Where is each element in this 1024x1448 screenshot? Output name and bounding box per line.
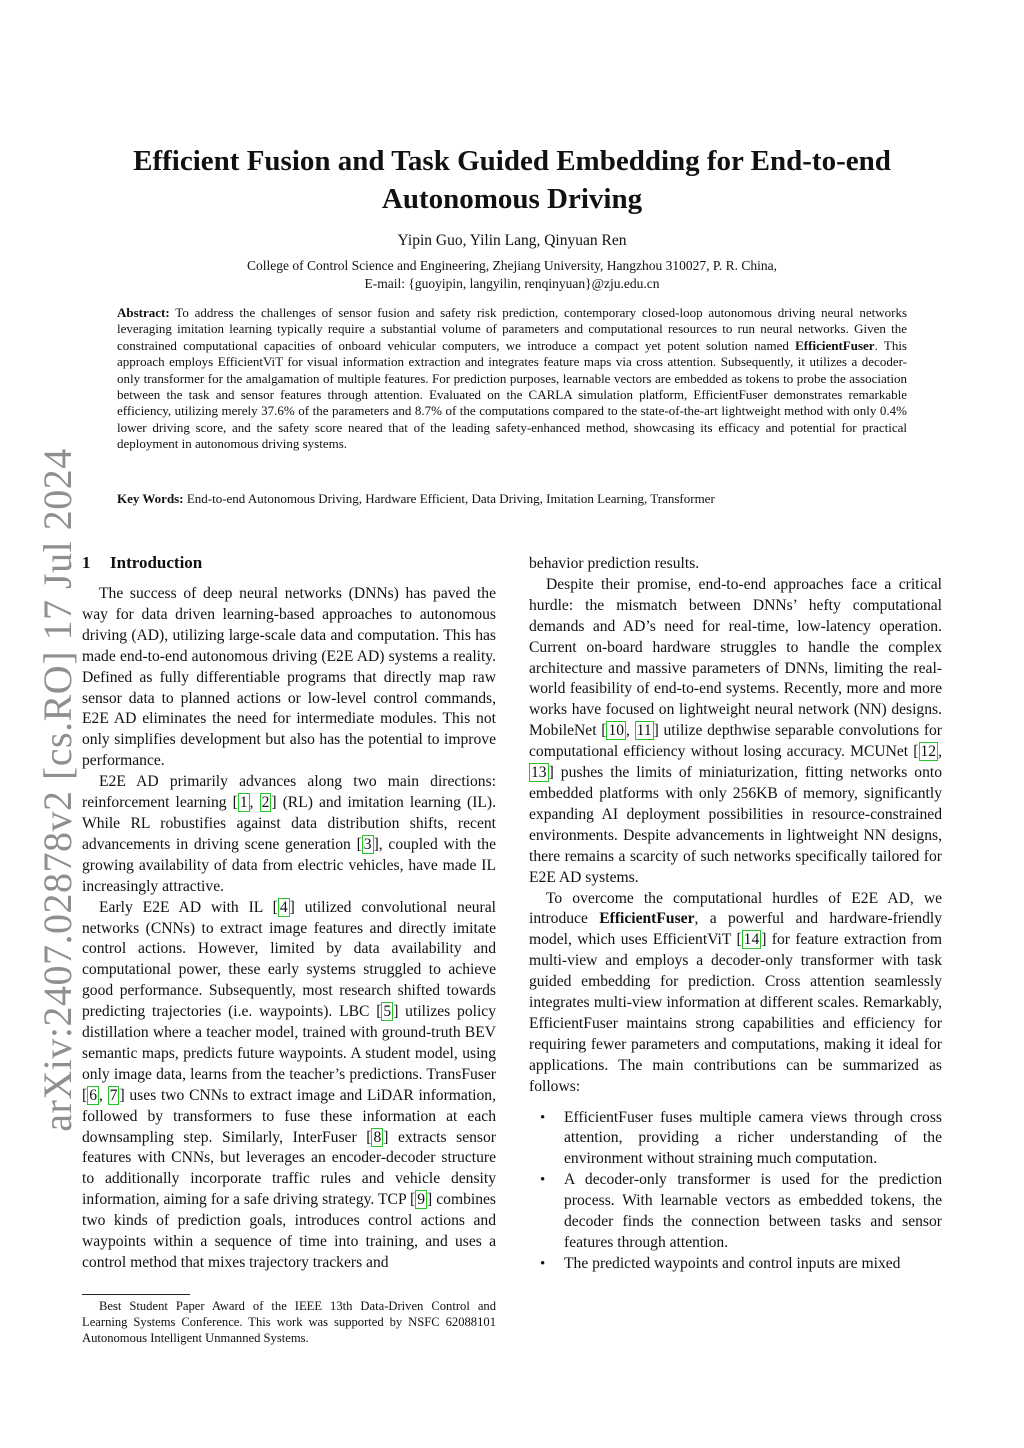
authors: Yipin Guo, Yilin Lang, Qinyuan Ren bbox=[397, 232, 627, 249]
abstract-text-1: To address the challenges of sensor fusion and safety risk prediction, contemporary closed-loop autonomous driving neural networks leveraging imitation learning typically require a substantial volume of parameters and computational resources to run neural networks. Given the constrained computational capacities of onboard vehicular computers, we introduce a compact yet potent solution named bbox=[117, 305, 908, 353]
list-item: • EfficientFuser fuses multiple camera views through cross attention, providing a richer understanding of the environment without straining much computation. bbox=[564, 1108, 942, 1171]
arxiv-stamp: arXiv:2407.02878v2 [cs.RO] 17 Jul 2024 bbox=[35, 448, 80, 1132]
citation-link[interactable]: 9 bbox=[417, 1191, 426, 1209]
footnote-text: Best Student Paper Award of the IEEE 13th Data-Driven Control and Learning Systems Conference. This work was supported by NSFC 62088101 Autonomous Intelligent Unmanned Systems. bbox=[82, 1299, 496, 1345]
footnote-rule bbox=[82, 1294, 190, 1295]
citation-link[interactable]: 7 bbox=[109, 1086, 118, 1104]
contributions-list bbox=[529, 1108, 942, 1275]
citation-link[interactable]: 11 bbox=[636, 722, 652, 740]
title-line-1: Efficient Fusion and Task Guided Embedding for End-to-end bbox=[133, 145, 891, 177]
citation-link[interactable]: 4 bbox=[279, 898, 288, 916]
section-heading bbox=[82, 553, 202, 573]
affiliation-block bbox=[100, 257, 924, 293]
method-name: EfficientFuser bbox=[599, 910, 695, 928]
citation-link[interactable]: 6 bbox=[89, 1086, 97, 1104]
section-number: 1 bbox=[82, 553, 91, 572]
footnote bbox=[82, 1298, 496, 1346]
paper-title bbox=[100, 142, 924, 218]
intro-paragraph-2: E2E AD primarily advances along two main directions: reinforcement learning [ 1 , 2 ] (RL) and imitation learning (IL). While RL robustifies against data distribution shifts, recent advancements in driving scene generation [ 3 ], coupled with the growing availability of data from electric vehicles, have made IL increasingly attractive. bbox=[82, 773, 497, 895]
title-line-2: Autonomous Driving bbox=[381, 183, 643, 215]
left-column bbox=[82, 584, 496, 1274]
abstract-bold-name: EfficientFuser bbox=[795, 337, 875, 353]
citation-link[interactable]: 13 bbox=[531, 764, 547, 782]
section-title: Introduction bbox=[110, 553, 203, 572]
affiliation: College of Control Science and Engineering, Zhejiang University, Hangzhou 310027, P. R. China, bbox=[246, 258, 778, 273]
citation-link[interactable]: 1 bbox=[239, 794, 248, 812]
email: E-mail: {guoyipin, langyilin, renqinyuan}@zju.edu.cn bbox=[364, 276, 660, 291]
abstract bbox=[117, 305, 907, 453]
intro-paragraph-5: To overcome the computational hurdles of E2E AD, we introduce EfficientFuser, a powerful and hardware-friendly model, which uses EfficientViT [ 14 ] for feature extraction from multi-view and employs a decoder-only transformer with task guided embedding for prediction. Cross attention seamlessly integrates multi-view information at different scales. Remarkably, EfficientFuser maintains strong capabilities and efficiency for requiring fewer parameters and computations, making it ideal for applications. The main contributions can be summarized as follows: bbox=[529, 889, 943, 1095]
keywords bbox=[117, 491, 907, 507]
intro-paragraph-4: Despite their promise, end-to-end approaches face a critical hurdle: the mismatch between DNNs’ hefty computational demands and AD’s need for real-time, low-latency operation. Current on-board hardware struggles to handle the complex architecture and massive parameters of DNNs, limiting the real-world feasibility of end-to-end systems. Recently, more and more works have focused on lightweight neural network (NN) designs. MobileNet [ 10 , 11 ] utilize depthwise separable convolutions for computational efficiency without losing accuracy. MCUNet [ 12 , 13 ] pushes the limits of miniaturization, fitting networks onto embedded platforms with only 256KB of memory, significantly expanding AI deployment possibilities in resource-constrained environments. Despite advancements in lightweight NN designs, there remains a scarcity of such networks specifically tailored for E2E AD systems. bbox=[529, 575, 942, 886]
citation-link[interactable]: 5 bbox=[383, 1003, 392, 1021]
citation-link[interactable]: 3 bbox=[363, 835, 372, 853]
list-item: • A decoder-only transformer is used for the prediction process. With learnable vectors as embedded tokens, the decoder finds the connection between tasks and sensor features through attention. bbox=[564, 1170, 942, 1254]
list-item: • The predicted waypoints and control inputs are mixed bbox=[564, 1254, 942, 1275]
intro-paragraph-1: The success of deep neural networks (DNNs) has paved the way for data driven learning-based approaches to autonomous driving (AD), utilizing large-scale data and computation. This has made end-to-end autonomous driving (E2E AD) systems a reality. Defined as fully differentiable programs that directly map raw sensor data to planned actions or low-level control commands, E2E AD eliminates the need for intermediate modules. This not only simplifies development but also has the potential to improve performance. bbox=[82, 585, 496, 770]
intro-paragraph-3: Early E2E AD with IL [ 4 ] utilized convolutional neural networks (CNNs) to extract image features and directly imitate control actions. However, limited by data availability and computational power, these early systems struggled to achieve good performance. Subsequently, most research shifted towards predicting trajectories (i.e. waypoints). LBC [ 5 ] utilizes policy distillation where a teacher model, trained with ground-truth BEV semantic maps, predicts future waypoints. A student model, using only image data, learns from the teacher’s predictions. TransFuser [ 6 , 7 ] uses two CNNs to extract image and LiDAR information, followed by transformers to fuse these information at each downsampling step. Similarly, InterFuser [ 8 ] extracts sensor features with CNNs, but leverages an encoder-decoder structure to additionally incorporate traffic rules and vehicle density information, aiming for a safe driving strategy. TCP [ 9 ] combines two kinds of prediction goals, introduces control actions and waypoints within a sequence of time into training, and uses a control method that mixes trajectory trackers and bbox=[82, 898, 497, 1271]
abstract-text-2: . This approach employs EfficientViT for visual information extraction and integrates feature maps via cross attention. Subsequently, it utilizes a decoder-only transformer for the amalgamation of multiple features. For prediction purposes, learnable vectors are embedded as tokens to probe the association between the task and sensor features through attention. Evaluated on the CARLA simulation platform, EfficientFuser demonstrates remarkable efficiency, utilizing merely 37.6% of the parameters and 8.7% of the computations compared to the state-of-the-art lightweight method with only 0.4% lower driving score, and the safety score neared that of the leading safety-enhanced method, showcasing its efficacy and potential for practical deployment in autonomous driving systems. bbox=[117, 337, 907, 452]
abstract-label: Abstract: bbox=[117, 305, 170, 320]
citation-link[interactable]: 10 bbox=[608, 722, 625, 740]
keywords-text: End-to-end Autonomous Driving, Hardware Efficient, Data Driving, Imitation Learning, Transformer bbox=[186, 491, 715, 506]
citation-link[interactable]: 12 bbox=[920, 743, 937, 761]
citation-link[interactable]: 8 bbox=[373, 1128, 382, 1146]
intro-paragraph-3-cont: behavior prediction results. bbox=[529, 555, 700, 572]
citation-link[interactable]: 14 bbox=[743, 931, 760, 949]
keywords-label: Key Words: bbox=[117, 491, 184, 506]
citation-link[interactable]: 2 bbox=[261, 794, 270, 812]
right-column bbox=[529, 554, 942, 1275]
